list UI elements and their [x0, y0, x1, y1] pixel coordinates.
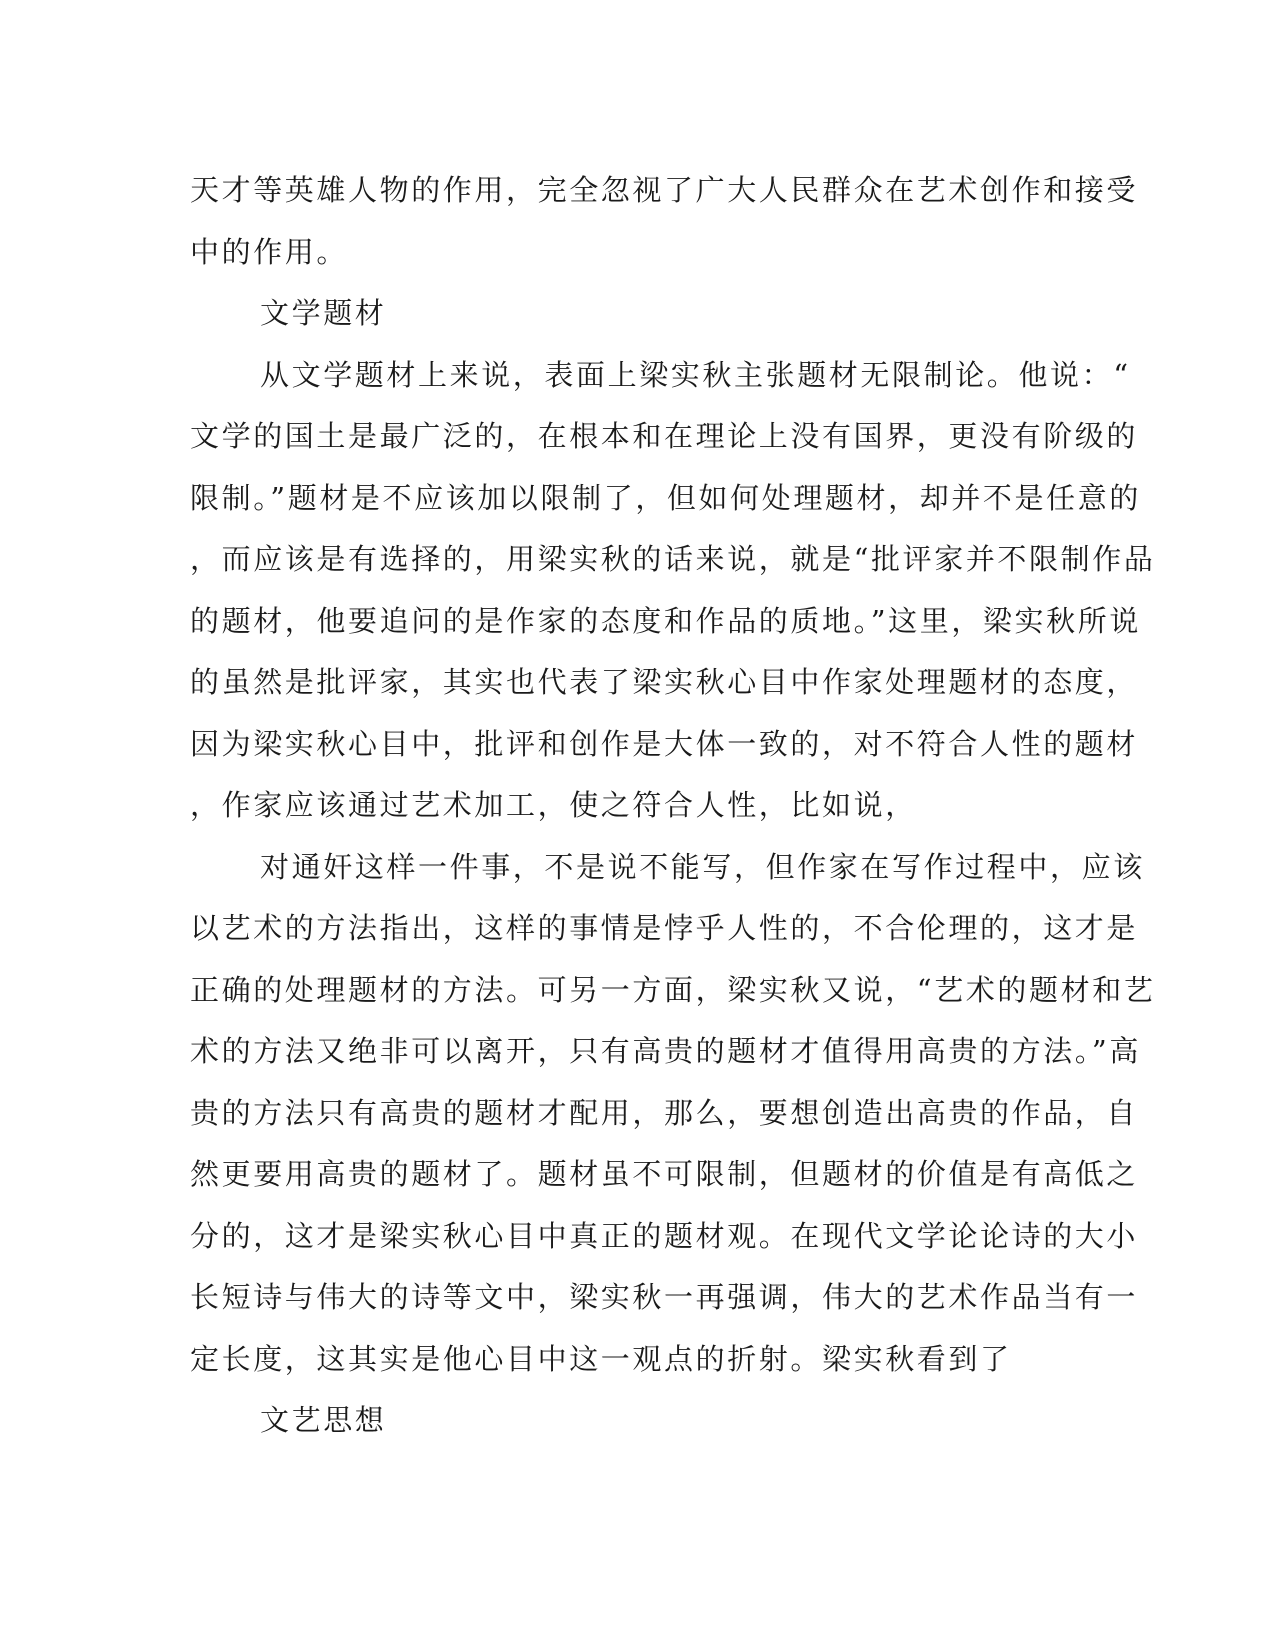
text-line: ，作家应该通过艺术加工，使之符合人性，比如说，	[190, 788, 917, 822]
text-line: 正确的处理题材的方法。可另一方面，梁实秋又说，“艺术的题材和艺	[190, 972, 1156, 1007]
text-line: 中的作用。	[190, 234, 349, 269]
text-line: 术的方法又绝非可以离开，只有高贵的题材才值得用高贵的方法。”高	[190, 1034, 1141, 1068]
text-line: 因为梁实秋心目中，批评和创作是大体一致的，对不符合人性的题材	[190, 726, 1139, 761]
text-line: 然更要用高贵的题材了。题材虽不可限制，但题材的价值是有高低之	[190, 1157, 1139, 1191]
document-body	[190, 160, 1156, 1452]
heading-literary-thought	[190, 1390, 1080, 1452]
text-line: 从文学题材上来说，表面上梁实秋主张题材无限制论。他说：“	[260, 357, 1131, 392]
heading-literary-subject	[190, 283, 1080, 345]
text-line: 对通奸这样一件事，不是说不能写，但作家在写作过程中，应该	[260, 849, 1145, 884]
text-line: 限制。”题材是不应该加以限制了，但如何处理题材，却并不是任意的	[190, 480, 1141, 515]
heading-text: 文学题材	[260, 296, 387, 330]
text-line: 以艺术的方法指出，这样的事情是悖乎人性的，不合伦理的，这才是	[190, 911, 1139, 945]
heading-text: 文艺思想	[260, 1403, 387, 1437]
text-line: 的虽然是批评家，其实也代表了梁实秋心目中作家处理题材的态度，	[190, 665, 1139, 699]
paragraph-handling-subject	[190, 837, 1156, 1391]
text-line: 定长度，这其实是他心目中这一观点的折射。梁实秋看到了	[190, 1341, 1012, 1376]
text-line: 天才等英雄人物的作用，完全忽视了广大人民群众在艺术创作和接受	[190, 173, 1139, 207]
text-line: 文学的国土是最广泛的，在根本和在理论上没有国界，更没有阶级的	[190, 419, 1139, 453]
text-line: 分的，这才是梁实秋心目中真正的题材观。在现代文学论论诗的大小	[190, 1218, 1139, 1253]
paragraph-subject-theory	[190, 345, 1156, 837]
paragraph-heroes	[190, 160, 1139, 283]
text-line: ，而应该是有选择的，用梁实秋的话来说，就是“批评家并不限制作品	[190, 542, 1156, 576]
text-line: 长短诗与伟大的诗等文中，梁实秋一再强调，伟大的艺术作品当有一	[190, 1280, 1139, 1314]
text-line: 的题材，他要追问的是作家的态度和作品的质地。”这里，梁实秋所说	[190, 603, 1141, 638]
text-line: 贵的方法只有高贵的题材才配用，那么，要想创造出高贵的作品，自	[190, 1095, 1139, 1130]
